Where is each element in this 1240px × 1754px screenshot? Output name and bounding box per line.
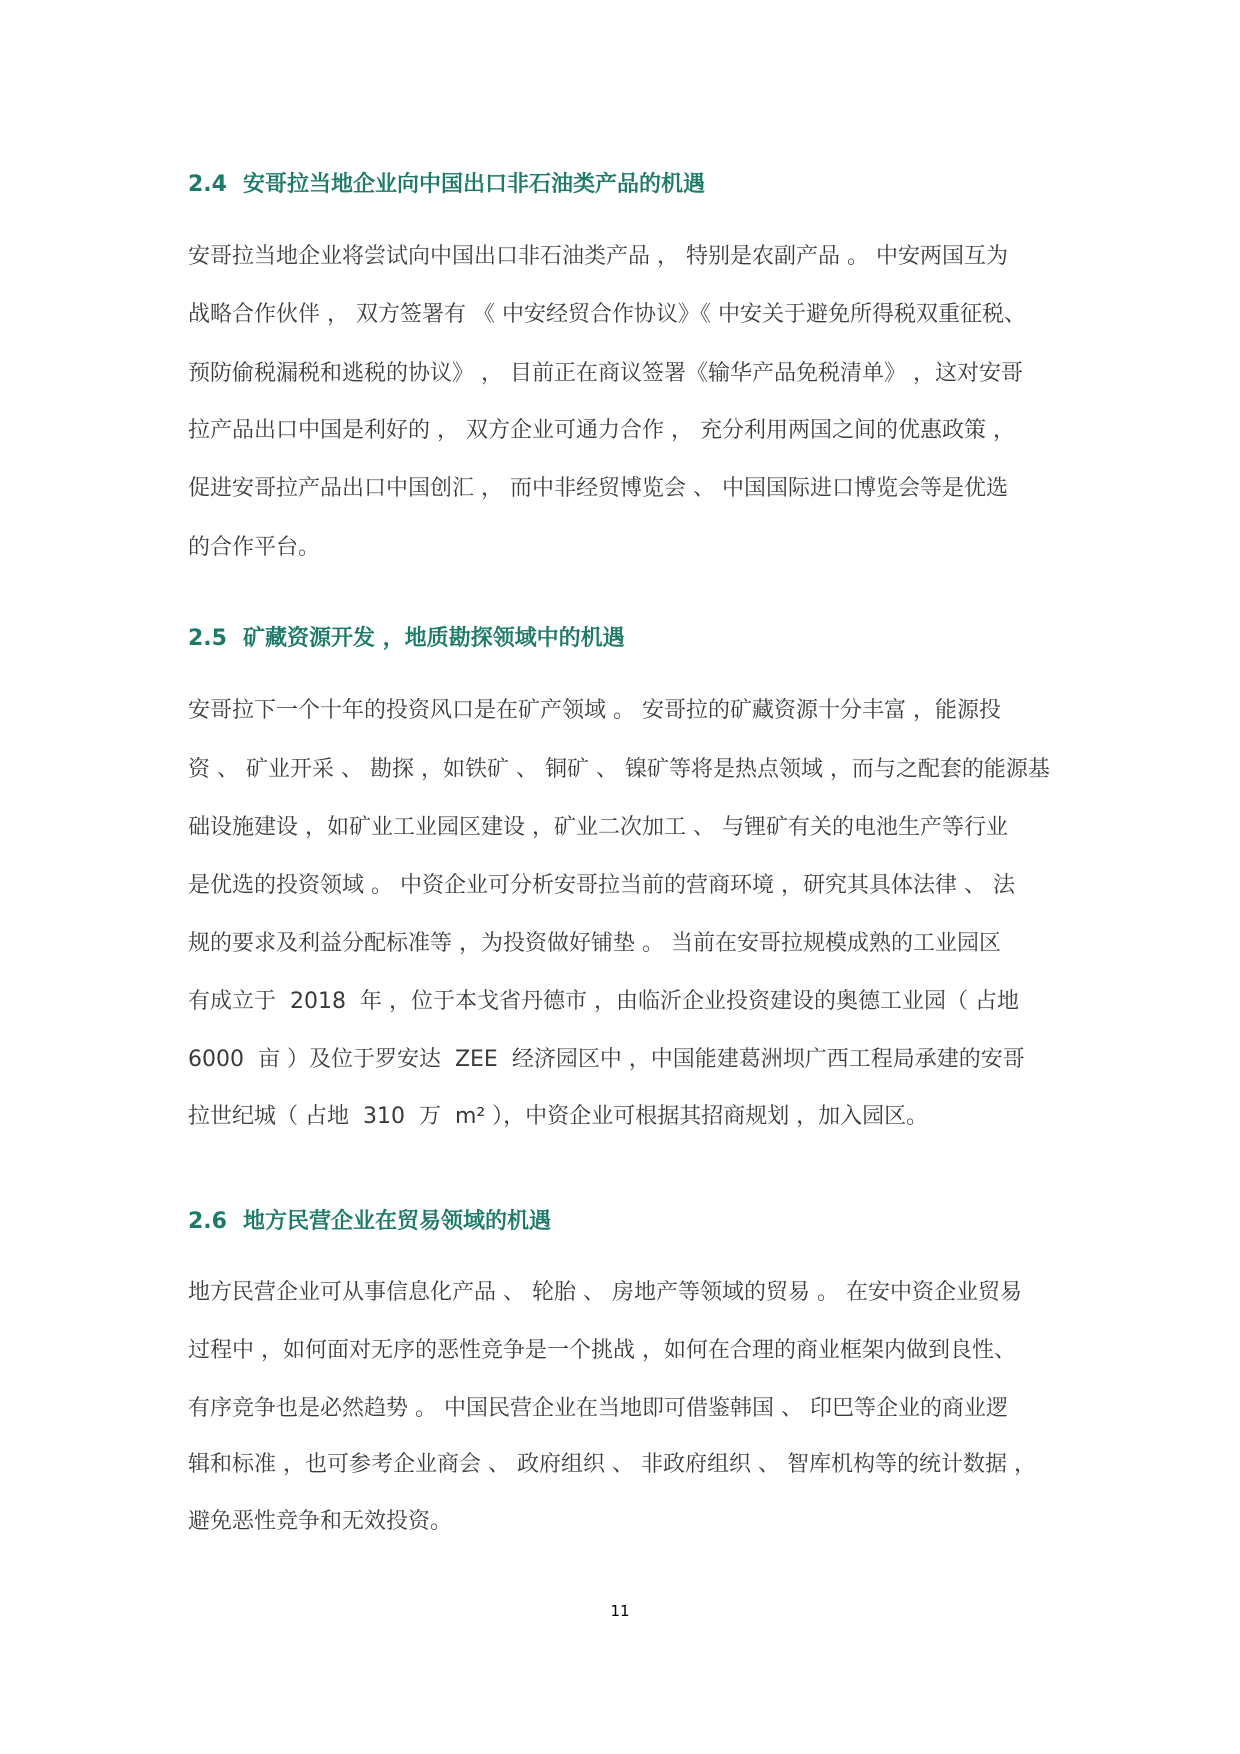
paragraph-line: 避免恶性竞争和无效投资。 (188, 1509, 453, 1534)
paragraph-line: 促进安哥拉产品出口中国创汇 ， 而中非经贸博览会 、 中国国际进口博览会等是优选 (188, 476, 1008, 501)
paragraph-line: 辑和标准 ，也可参考企业商会 、 政府组织 、 非政府组织 、 智库机构等的统计数据 ， (188, 1452, 1036, 1477)
page-number: 11 (610, 1602, 630, 1620)
section-number: 2.4 (188, 172, 227, 197)
section-title: 安哥拉当地企业向中国出口非石油类产品的机遇 (242, 172, 705, 197)
section-title: 地方民营企业在贸易领域的机遇 (242, 1209, 551, 1234)
section-title: 矿藏资源开发 ，地质勘探领域中的机遇 (242, 626, 625, 651)
paragraph-line: 有成立于 2018 年 ，位于本戈省丹德市 ，由临沂企业投资建设的奥德工业园（ 占地 (188, 989, 1019, 1014)
paragraph-line: 预防偷税漏税和逃税的协议》 ， 目前正在商议签署《输华产品免税清单》 ，这对安哥 (188, 361, 1023, 386)
paragraph-line: 的合作平台。 (188, 535, 321, 560)
paragraph-line: 有序竞争也是必然趋势 。 中国民营企业在当地即可借鉴韩国 、 印巴等企业的商业逻 (188, 1396, 1008, 1421)
section-number: 2.6 (188, 1209, 227, 1234)
paragraph-line: 安哥拉下一个十年的投资风口是在矿产领域 。 安哥拉的矿藏资源十分丰富 ，能源投 (188, 698, 1001, 723)
section-heading-2-6 (188, 1202, 551, 1242)
paragraph-line: 拉世纪城（ 占地 310 万 m² ），中资企业可根据其招商规划 ，加入园区。 (188, 1104, 929, 1129)
paragraph-line: 规的要求及利益分配标准等 ，为投资做好铺垫 。 当前在安哥拉规模成熟的工业园区 (188, 931, 1001, 956)
paragraph-line: 资 、 矿业开采 、 勘探 ，如铁矿 、 铜矿 、 镍矿等将是热点领域 ，而与之配套的能源基 (188, 757, 1050, 782)
paragraph-line: 过程中 ，如何面对无序的恶性竞争是一个挑战 ，如何在合理的商业框架内做到良性、 (188, 1338, 1016, 1363)
paragraph-line: 拉产品出口中国是利好的 ， 双方企业可通力合作 ， 充分利用两国之间的优惠政策 ， (188, 418, 1015, 443)
paragraph-line: 地方民营企业可从事信息化产品 、 轮胎 、 房地产等领域的贸易 。 在安中资企业贸易 (188, 1280, 1022, 1305)
paragraph-line: 安哥拉当地企业将尝试向中国出口非石油类产品 ， 特别是农副产品 。 中安两国互为 (188, 244, 1008, 269)
section-heading-2-5 (188, 619, 625, 659)
paragraph-line: 是优选的投资领域 。 中资企业可分析安哥拉当前的营商环境 ，研究其具体法律 、 法 (188, 873, 1015, 898)
paragraph-line: 6000 亩 ）及位于罗安达 ZEE 经济园区中 ，中国能建葛洲坝广西工程局承建的安哥 (188, 1047, 1025, 1072)
section-heading-2-4 (188, 165, 705, 205)
paragraph-line: 战略合作伙伴 ， 双方签署有 《 中安经贸合作协议》《 中安关于避免所得税双重征税、 (188, 302, 1026, 327)
section-number: 2.5 (188, 626, 227, 651)
paragraph-line: 础设施建设 ，如矿业工业园区建设 ，矿业二次加工 、 与锂矿有关的电池生产等行业 (188, 815, 1008, 840)
